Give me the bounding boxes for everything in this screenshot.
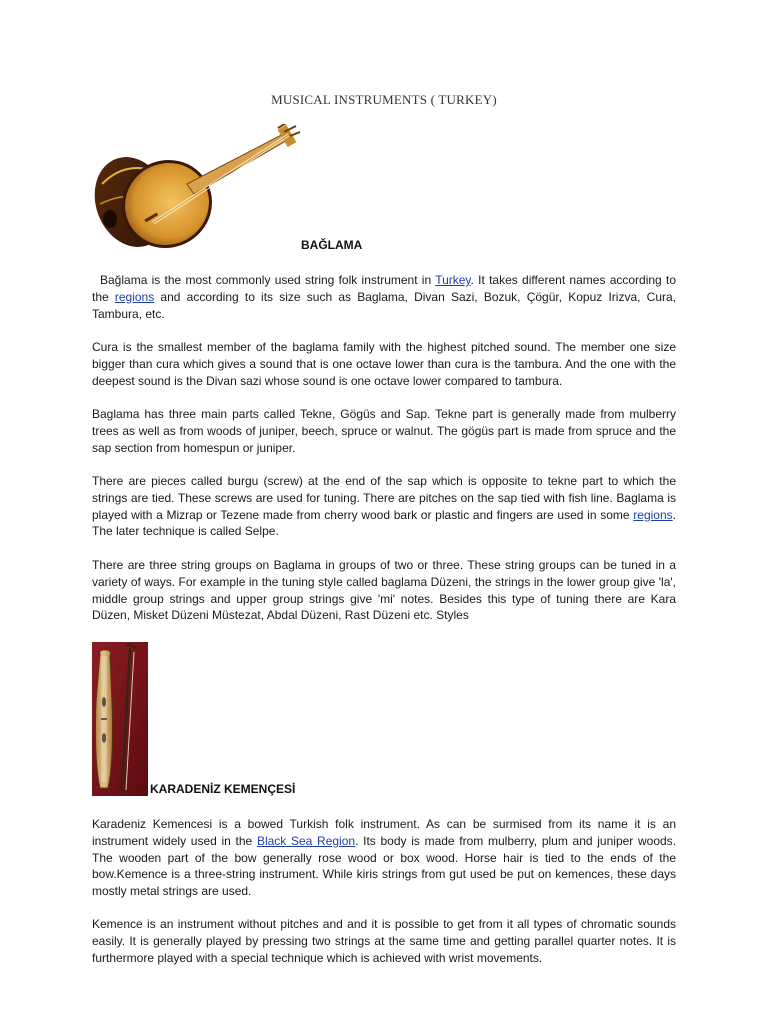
baglama-paragraph-3: Baglama has three main parts called Tekne, Gögüs and Sap. Tekne part is generally made from mulberry trees as well as from woods of juniper, beech, spruce or walnut. The gögüs part is made from spruce and the sap section from homespun or juniper. [92, 407, 676, 455]
baglama-paragraph-4: There are pieces called burgu (screw) at the end of the sap which is opposite to tekne part to which the strings are tied. These screws are used for tuning. There are pitches on the sap tied with fish line. Baglama is played with a Mizrap or Tezene made from cherry wood bark or plastic and fingers are used in some regions. The later technique is called Selpe. [92, 474, 676, 539]
kemence-heading: KARADENİZ KEMENÇESİ [150, 782, 296, 796]
page-title: MUSICAL INSTRUMENTS ( TURKEY) [271, 92, 497, 107]
link-black-sea-region[interactable]: Black Sea Region [256, 833, 356, 848]
link-turkey[interactable]: Turkey [435, 273, 471, 287]
baglama-paragraph-1: Bağlama is the most commonly used string folk instrument in Turkey. It takes different names according to the regions and according to its size such as Baglama, Divan Sazi, Bozuk, Çögür, Kopuz Irizva, Cura, Tambura, etc. [92, 273, 676, 321]
baglama-image [92, 124, 302, 252]
link-regions[interactable]: regions [114, 289, 155, 304]
link-regions-2[interactable]: regions [633, 507, 673, 522]
kemence-image [92, 642, 148, 796]
baglama-heading: BAĞLAMA [301, 238, 363, 252]
kemence-paragraph-1: Karadeniz Kemencesi is a bowed Turkish folk instrument. As can be surmised from its name it is an instrument widely used in the Black Sea Region. Its body is made from mulberry, plum and juniper woods. The wooden part of the bow generally rose wood or box wood. Horse hair is tied to the ends of the bow.Kemence is a three-string instrument. While kiris strings from gut used be put on kemences, these days mostly metal strings are used. [92, 817, 677, 899]
kemence-paragraph-2: Kemence is an instrument without pitches and and it is possible to get from it all types of chromatic sounds easily. It is generally played by pressing two strings at the same time and getting parallel quarter notes. It is furthermore played with a special technique which is achieved with wrist movements. [92, 917, 676, 965]
baglama-paragraph-5: There are three string groups on Baglama in groups of two or three. These string groups can be tuned in a variety of ways. For example in the tuning style called baglama Düzeni, the strings in the lower group give 'la', middle group strings and upper group strings give 'mi' notes. Besides this type of tuning there are Kara Düzen, Misket Düzeni Müstezat, Abdal Düzeni, Rast Düzeni etc. Styles [92, 558, 676, 623]
baglama-paragraph-2: Cura is the smallest member of the baglama family with the highest pitched sound. The member one size bigger than cura which gives a sound that is one octave lower than cura is the tambura. And the one with the deepest sound is the Divan sazi whose sound is one octave lower compared to tambura. [92, 340, 676, 388]
